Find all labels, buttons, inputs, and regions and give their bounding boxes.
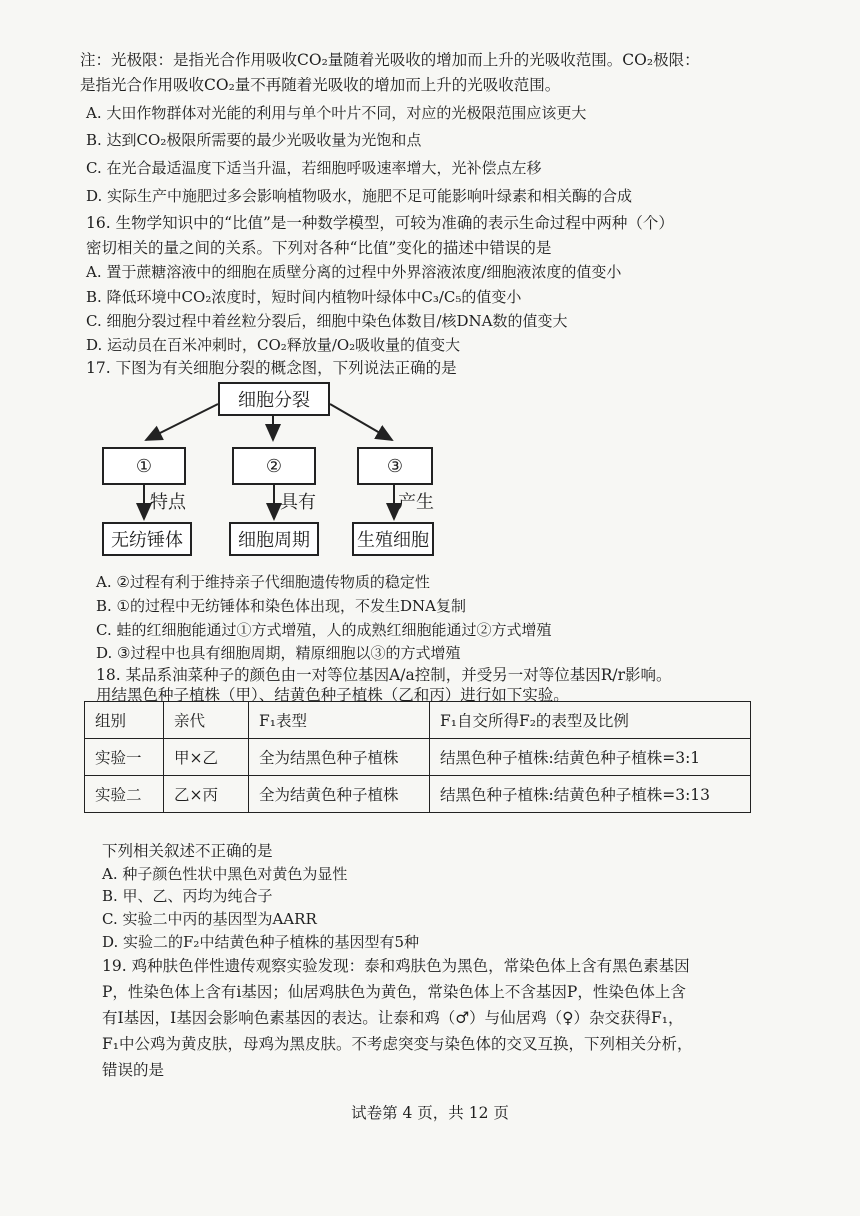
q16-option-c: C. 细胞分裂过程中着丝粒分裂后，细胞中染色体数目/核DNA数的值变大 xyxy=(86,312,568,330)
q19-line-3: 有I基因，I基因会影响色素基因的表达。让泰和鸡（♂）与仙居鸡（♀）杂交获得F₁， xyxy=(102,1009,684,1027)
table-cell: 全为结黑色种子植株 xyxy=(249,739,430,776)
q18-option-b: B. 甲、乙、丙均为纯合子 xyxy=(102,887,273,905)
node-cell-division: 细胞分裂 xyxy=(218,382,330,416)
q16-option-a: A. 置于蔗糖溶液中的细胞在质壁分离的过程中外界溶液浓度/细胞液浓度的值变小 xyxy=(86,263,622,281)
q17-option-d: D. ③过程中也具有细胞周期，精原细胞以③的方式增殖 xyxy=(96,644,461,662)
edge-label-produce: 产生 xyxy=(398,492,434,513)
q16-option-b: B. 降低环境中CO₂浓度时，短时间内植物叶绿体中C₃/C₅的值变小 xyxy=(86,288,522,306)
table-cell: 全为结黄色种子植株 xyxy=(249,776,430,813)
table-header-cell: 组别 xyxy=(85,702,164,739)
q15-option-d: D. 实际生产中施肥过多会影响植物吸水，施肥不足可能影响叶绿素和相关酶的合成 xyxy=(86,187,633,205)
q16-stem-line-2: 密切相关的量之间的关系。下列对各种“比值”变化的描述中错误的是 xyxy=(86,239,552,257)
q18-option-a: A. 种子颜色性状中黑色对黄色为显性 xyxy=(102,865,348,883)
table-cell: 乙×丙 xyxy=(164,776,249,813)
table-cell: 实验二 xyxy=(85,776,164,813)
table-header-row xyxy=(85,702,751,739)
table-cell: 实验一 xyxy=(85,739,164,776)
q19-line-1: 19. 鸡种肤色伴性遗传观察实验发现：泰和鸡肤色为黑色，常染色体上含有黑色素基因 xyxy=(102,957,690,975)
q18-question: 下列相关叙述不正确的是 xyxy=(102,842,273,860)
table-header-cell: F₁自交所得F₂的表型及比例 xyxy=(430,702,751,739)
q16-option-d: D. 运动员在百米冲刺时，CO₂释放量/O₂吸收量的值变大 xyxy=(86,336,461,354)
node-process-2: ② xyxy=(232,447,316,485)
node-process-1: ① xyxy=(102,447,186,485)
table-row xyxy=(85,739,751,776)
table-row xyxy=(85,776,751,813)
q18-option-c: C. 实验二中丙的基因型为AARR xyxy=(102,910,317,928)
q17-stem: 17. 下图为有关细胞分裂的概念图，下列说法正确的是 xyxy=(86,359,457,377)
q15-option-a: A. 大田作物群体对光能的利用与单个叶片不同，对应的光极限范围应该更大 xyxy=(86,104,587,122)
edge-label-has: 具有 xyxy=(280,492,316,513)
q15-option-c: C. 在光合最适温度下适当升温，若细胞呼吸速率增大，光补偿点左移 xyxy=(86,159,542,177)
q19-line-4: F₁中公鸡为黄皮肤，母鸡为黑皮肤。不考虑突变与染色体的交叉互换，下列相关分析， xyxy=(102,1035,693,1053)
q18-option-d: D. 实验二的F₂中结黄色种子植株的基因型有5种 xyxy=(102,933,419,951)
node-cell-cycle: 细胞周期 xyxy=(229,522,319,556)
q19-line-5: 错误的是 xyxy=(102,1061,165,1079)
table-cell: 结黑色种子植株:结黄色种子植株=3:1 xyxy=(430,739,751,776)
page-footer: 试卷第 4 页，共 12 页 xyxy=(351,1104,509,1122)
note-line-1: 注：光极限：是指光合作用吸收CO₂量随着光吸收的增加而上升的光吸收范围。CO₂极限： xyxy=(80,51,700,69)
q15-option-b: B. 达到CO₂极限所需要的最少光吸收量为光饱和点 xyxy=(86,131,422,149)
table-cell: 甲×乙 xyxy=(164,739,249,776)
q19-line-2: P，性染色体上含有i基因；仙居鸡肤色为黄色，常染色体上不含基因P，性染色体上含 xyxy=(102,983,686,1001)
node-no-spindle: 无纺锤体 xyxy=(102,522,192,556)
note-line-2: 是指光合作用吸收CO₂量不再随着光吸收的增加而上升的光吸收范围。 xyxy=(80,76,561,94)
q18-stem-line-1: 18. 某品系油菜种子的颜色由一对等位基因A/a控制，并受另一对等位基因R/r影响。 xyxy=(96,666,672,684)
node-germ-cell: 生殖细胞 xyxy=(352,522,434,556)
q17-option-b: B. ①的过程中无纺锤体和染色体出现，不发生DNA复制 xyxy=(96,597,466,615)
edge-label-feature: 特点 xyxy=(150,492,186,513)
table-cell: 结黑色种子植株:结黄色种子植株=3:13 xyxy=(430,776,751,813)
experiment-table xyxy=(84,701,751,813)
q17-option-a: A. ②过程有利于维持亲子代细胞遗传物质的稳定性 xyxy=(96,573,430,591)
node-process-3: ③ xyxy=(357,447,433,485)
q17-option-c: C. 蛙的红细胞能通过①方式增殖，人的成熟红细胞能通过②方式增殖 xyxy=(96,621,552,639)
q18-stem-line-2: 用结黑色种子植株（甲）、结黄色种子植株（乙和丙）进行如下实验。 xyxy=(96,686,569,704)
table-header-cell: F₁表型 xyxy=(249,702,430,739)
q16-stem-line-1: 16. 生物学知识中的“比值”是一种数学模型，可较为准确的表示生命过程中两种（个） xyxy=(86,214,674,232)
table-header-cell: 亲代 xyxy=(164,702,249,739)
